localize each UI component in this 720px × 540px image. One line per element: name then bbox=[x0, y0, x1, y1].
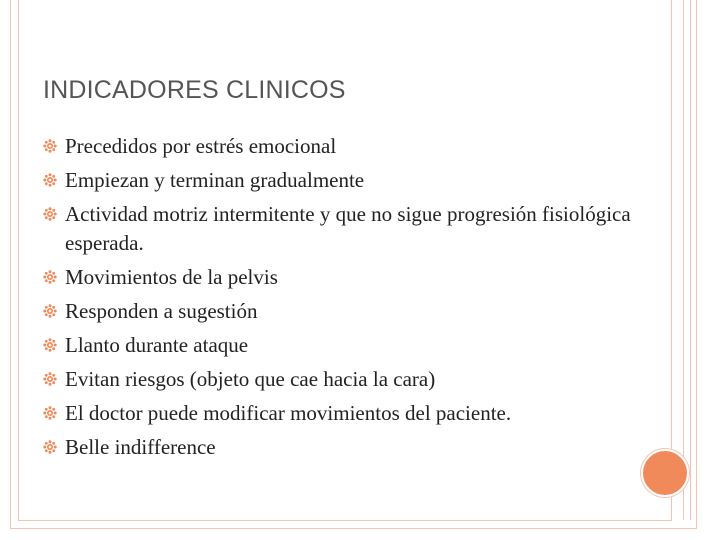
list-item bbox=[45, 297, 645, 326]
sun-flower-icon bbox=[43, 207, 57, 221]
slide-title: INDICADORES CLINICOS bbox=[43, 76, 346, 104]
bullet-text: Empiezan y terminan gradualmente bbox=[65, 168, 365, 192]
list-item bbox=[45, 365, 645, 394]
list-item bbox=[45, 433, 645, 462]
bullet-list bbox=[45, 132, 645, 467]
sun-flower-icon bbox=[43, 139, 57, 153]
list-item bbox=[45, 200, 645, 258]
sun-flower-icon bbox=[43, 338, 57, 352]
bullet-text: Llanto durante ataque bbox=[65, 333, 249, 357]
sun-flower-icon bbox=[43, 372, 57, 386]
bullet-text: Actividad motriz intermitente y que no sigue progresión fisiológica esperada. bbox=[65, 202, 631, 255]
list-item bbox=[45, 399, 645, 428]
sun-flower-icon bbox=[43, 440, 57, 454]
list-item bbox=[45, 263, 645, 292]
decorative-circle bbox=[641, 449, 689, 497]
bullet-text: El doctor puede modificar movimientos del paciente. bbox=[65, 401, 512, 425]
bullet-text: Precedidos por estrés emocional bbox=[65, 134, 337, 158]
list-item bbox=[45, 132, 645, 161]
list-item bbox=[45, 331, 645, 360]
sun-flower-icon bbox=[43, 304, 57, 318]
sun-flower-icon bbox=[43, 173, 57, 187]
list-item bbox=[45, 166, 645, 195]
bullet-text: Evitan riesgos (objeto que cae hacia la cara) bbox=[65, 367, 436, 391]
slide-right-band bbox=[683, 0, 691, 520]
bullet-text: Belle indifference bbox=[65, 435, 216, 459]
bullet-text: Movimientos de la pelvis bbox=[65, 265, 278, 289]
sun-flower-icon bbox=[43, 406, 57, 420]
bullet-text: Responden a sugestión bbox=[65, 299, 258, 323]
sun-flower-icon bbox=[43, 270, 57, 284]
